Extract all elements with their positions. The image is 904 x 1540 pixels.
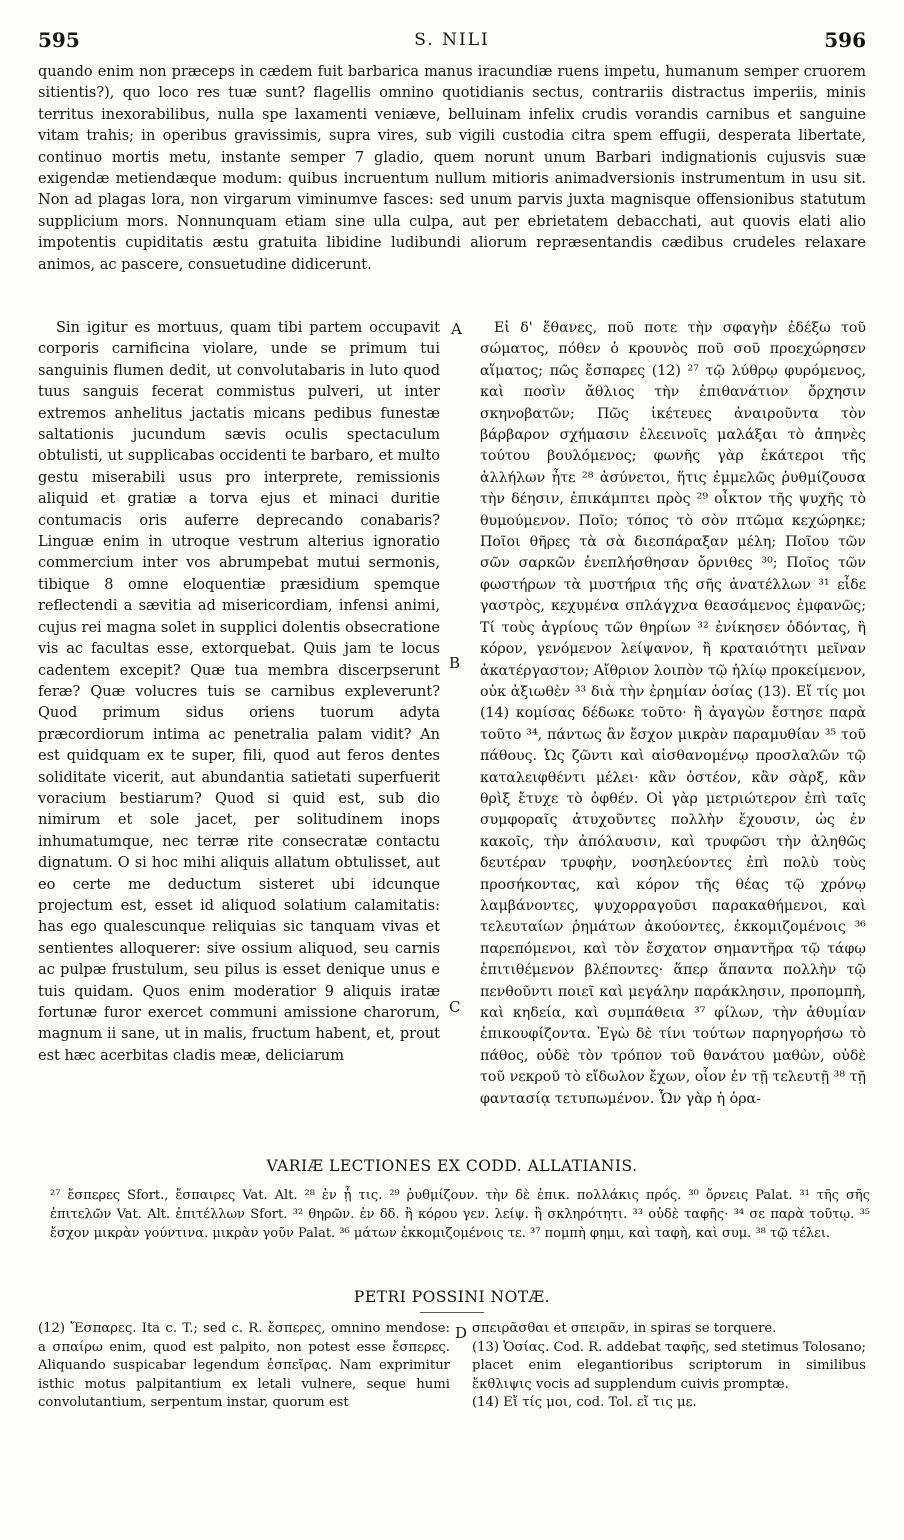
latin-column: [38, 318, 440, 1067]
margin-letter-b: B: [449, 654, 461, 672]
notes-right-column: [472, 1320, 866, 1413]
note-13: (13) Ὁσίας. Cod. R. addebat ταφῆς, sed stetimus Tolosano; placet enim elegantioribus scriptorum in similibus ἔκθλιψις vocis ad supplendum cuivis promptæ.: [472, 1339, 866, 1392]
note-12: (12) Ἔσπαρες. Ita c. T.; sed c. R. ἔσπερες, omnino mendose: a σπαίρω enim, quod est palpito, non potest esse ἔσπερες. Aliquando suspicabar legendum ἐσπεῖρας. Nam exprimitur isthic motus palpitantium ex letali vulnere, seque humi convolutantium, serpentum instar, quorum est: [38, 1321, 450, 1410]
margin-letter-a: A: [451, 320, 462, 338]
latin-paragraph: Sin igitur es mortuus, quam tibi partem occupavit corporis carnificina violare, unde se primum tui sanguinis flumen dedit, ut convolutabaris in luto quod tuus sanguis fecerat commistus pulveri, ut inter extremos anhelitus jactatis micans pedibus funestæ saltationis jucundum sævis oculis spectaculum obtulisti, ut supplicabas occidenti te barbaro, et multo gestu miserabili usus pro interprete, remissionis aliquid et gratiæ a torva ejus et minaci duritie contumacis oris auferre deprecando conabaris? Linguæ enim in utroque vestrum alterius ignoratio commercium inter vos abrumpebat mutui sermonis, tibique 8 omne eloquentiæ præsidium spemque reflectendi a sævitia ad misericordiam, infensi animi, cujus rei magna solet in supplici dolentis obsecratione vis ac facultas esse, extorquebat. Quis jam te locus cadentem excepit? Quæ tua membra discerpserunt feræ? Quæ volucres tuis se carnibus expleverunt? Quod primum sidus oriens tuorum adyta præcordiorum intima ac penetralia palam vidit? An est quidquam ex te super, fili, quod aut feros dentes soliditate vicerit, aut abundantia satietati superfuerit voracium bestiarum? Quod si quid est, sub dio nimirum et sole jacet, per solitudinem inops inhumatumque, nec terræ rite consecratæ contactu dignatum. O si hoc mihi aliquis allatum obtulisset, aut eo certe me deductum sisteret ubi idcunque projectum est, esset id aliquod solatium calamitatis: has ego qualescunque reliquias sic tanquam vivas et sentientes alloquerer: sive ossium aliquod, seu carnis ac pulpæ frustulum, seu pilus is esset denique unus e tuis quidam. Quos enim moderatior 9 aliquis iratæ fortunæ furor exercet communi amissione charorum, magnum ii sane, ut in malis, fructum habent, et, prout est hæc acerbitas cladis meæ, deliciarum: [38, 320, 440, 1064]
notes-heading: PETRI POSSINI NOTÆ.: [353, 1288, 551, 1306]
running-title: S. NILI: [414, 30, 490, 50]
notes-left-column: [38, 1320, 450, 1413]
top-paragraph: quando enim non præceps in cædem fuit barbarica manus iracundiæ ruens impetu, humanum semper cruorem sitientis?), quo loco res tuæ sunt? flagellis omnino quotidianis sectus, contrariis distractus imperiis, minis territus inexorabilibus, nulla spe laxamenti veniæve, belluinam infelix crudis vorandis carnibus et sanguine vitam trahis; in operibus gravissimis, supra vires, sub vigili custodia citra spem effugii, desperata libertate, continuo mortis metu, instante semper 7 gladio, quem norunt unum Barbari indignationis cujusvis suæ exigendæ metiendæque modum: quibus incruentum nullum mitioris animadversionis instrumentum in usu sit. Non ad plagas lora, non virgarum viminumve fasces: sed unum parvis juxta magnisque offensionibus statutum supplicium mors. Nonnunquam etiam sine ulla culpa, aut per ebrietatem debacchati, aut quovis elati alio impotentis cupiditatis æstu gratuita libidine ludibundi aliorum repræsentandis cædibus crudeles relaxare animos, ac pascere, consuetudine didicerunt.: [38, 64, 866, 273]
running-header: [38, 28, 866, 54]
left-page-number: 595: [38, 28, 80, 52]
greek-paragraph: Εἰ δ' ἔθανες, ποῦ ποτε τὴν σφαγὴν ἐδέξω τοῦ σώματος, πόθεν ὁ κρουνὸς ποῦ σοῦ προεχώρησεν αἵματος; πῶς ἔσπαρες (12) ²⁷ τῷ λύθρῳ φυρόμενος, καὶ ποσὶν ἄθλιος τὴν ἐπιθανάτιον ὄρχησιν σκηνοβατῶν; Πῶς ἱκέτευες ἀναιροῦντα τὸν βάρβαρον σχήμασιν ἐλεεινοῖς μαλάξαι τὸ ἀπηνὲς τούτου βουλόμενος; φωνῆς γὰρ ἑκάτεροι τῆς ἀλλήλων ἦτε ²⁸ ἀσύνετοι, ἥτις ἐμμελῶς ῥυθμίζουσα τὴν δέησιν, ἐπικάμπτει πρὸς ²⁹ οἶκτον τῆς ψυχῆς τὸ θυμούμενον. Ποῖο; τόπος τὸ σὸν πτῶμα κεχώρηκε; Ποῖοι θῆρες τὰ σὰ διεσπάραξαν μέλη; Ποῖου τῶν σῶν σαρκῶν ἐνεπλήσθησαν ὄρνιθες ³⁰; Ποῖος τῶν φωστήρων τὰ μυστήρια τῆς σῆς ἀνατέλλων ³¹ εἶδε γαστρὸς, κεχυμένα σπλάγχνα θεασάμενος ἐμφανῶς; Τί τοὺς ἀγρίους τῶν θηρίων ³² ἐνίκησεν ὀδόντας, ἢ κόρον, γενόμενον λείψανον, ἢ κραταιότητι μεῖναν ἀκατέργαστον; Αἴθριον λοιπὸν τῷ ἡλίῳ προκείμενον, οὐκ ἀξιωθὲν ³³ διὰ τὴν ἐρημίαν ὁσίας (13). Εἴ τίς μοι (14) κομίσας δέδωκε τοῦτο· ἢ ἀγαγὼν ἔστησε παρὰ τοῦτο ³⁴, πάντως ἂν ἔσχον μικρὰν παραμυθίαν ³⁵ τοῦ πάθους. Ὡς ζῶντι καὶ αἰσθανομένῳ προσλαλῶν τῷ καταλειφθέντι μέλει· κἂν ὀστέον, κἂν σὰρξ, κἂν θρὶξ ἔτυχε τὸ ὀφθέν. Οἱ γὰρ μετριώτερον ἐπὶ ταῖς συμφοραῖς ἀτυχοῦντες πολλὴν ἔχουσιν, ὡς ἐν κακοῖς, τὴν ἀπόλαυσιν, καὶ τρυφῶσι τὴν ἀληθῶς δευτέραν τρυφὴν, νοσηλεύοντες ἐπὶ πολὺ τοὺς προσήκοντας, καὶ κόρον τῆς θέας τῷ χρόνῳ λαμβάνοντες, ψυχορραγοῦσι παρακαθήμενοι, καὶ τελευταίων ῥημάτων ἀκούοντες, ἐκκομιζομένοις ³⁶ παρεπόμενοι, καὶ τὸν ἔσχατον σημαντῆρα τῷ τάφῳ ἐπιτιθέμενον βλέποντες· ἅπερ ἅπαντα πολλὴν τῷ πενθοῦντι ποιεῖ καὶ μεγάλην παράκλησιν, προπομπὴ, καὶ κηδεία, καὶ συμπάθεια ³⁷ φίλων, τὴν ἀθυμίαν ἐπικουφίζοντα. Ἐγὼ δὲ τίνι τούτων παρηγορήσω τὸ πάθος, οὐδὲ τὸν τρόπον τοῦ θανάτου μαθὼν, οὐδὲ τοῦ νεκροῦ τὸ εἴδωλον ἔχων, οἷον ἐν τῇ τελευτῇ ³⁸ τῇ φαντασίᾳ τετυπωμένον. Ὧν γὰρ ἡ ὁρα-: [480, 320, 866, 1107]
margin-letter-d: D: [455, 1324, 468, 1342]
right-page-number: 596: [824, 28, 866, 52]
heading-rule: [420, 1312, 484, 1313]
note-14: (14) Εἴ τίς μοι, cod. Tol. εἴ τις με.: [472, 1395, 697, 1410]
note-12-continued: σπειρᾶσθαι et σπειρᾶν, in spiras se torquere.: [472, 1321, 777, 1336]
variants-heading: VARIÆ LECTIONES EX CODD. ALLATIANIS.: [266, 1157, 638, 1175]
variants-text: ²⁷ ἔσπερες Sfort., ἔσπαιρες Vat. Alt. ²⁸ ἐν ᾗ τις. ²⁹ ῥυθμίζουν. τὴν δὲ ἐπικ. πολλάκις πρός. ³⁰ ὄρνεις Palat. ³¹ τῆς σῆς ἐπιτελῶν Vat. Alt. ἐπιτέλλων Sfort. ³² θηρῶν. ἐν δδ. ἢ κόρου γεν. λείψ. ἢ σκληρότητι. ³³ οὐδὲ ταφῆς· ³⁴ σε παρὰ τοῦτῳ. ³⁵ ἔσχον μικρὰν γούντινα. μικρὰν γοῦν Palat. ³⁶ μάτων ἐκκομιζομένοις τε. ³⁷ πομπὴ φημι, καὶ ταφὴ, καὶ συμ. ³⁸ τῷ τέλει.: [50, 1188, 870, 1241]
margin-letter-c: C: [449, 998, 461, 1016]
greek-column: [480, 318, 866, 1110]
